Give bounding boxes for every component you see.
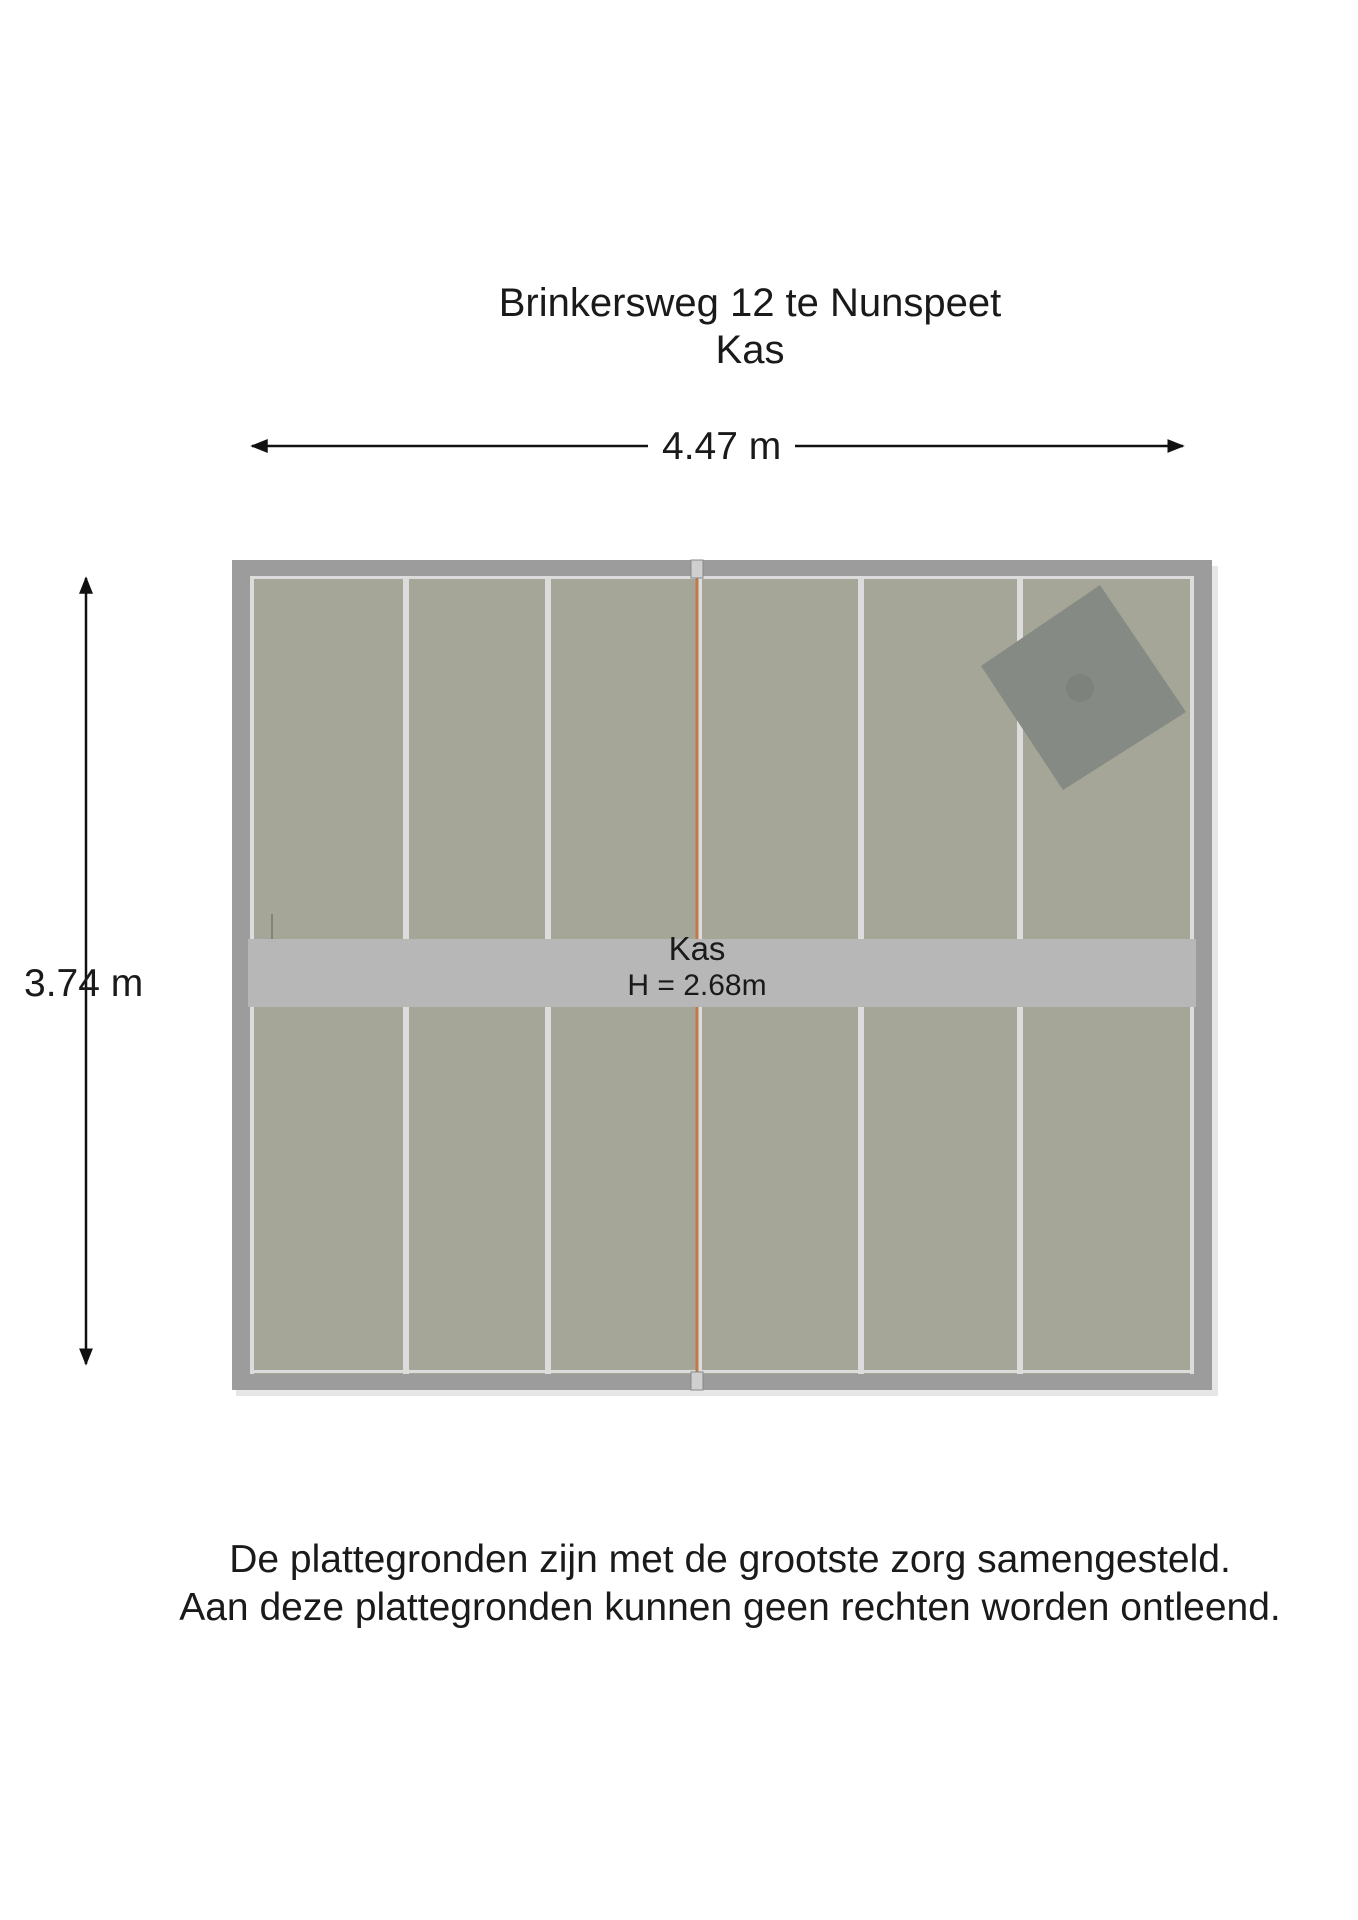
room-name: Kas	[668, 930, 726, 967]
depth-dimension-label: 3.74 m	[24, 962, 144, 1005]
door-hinge-top	[691, 560, 703, 578]
disclaimer	[100, 1536, 1358, 1632]
width-dimension-label: 4.47 m	[648, 425, 795, 469]
disclaimer-line-2: Aan deze plattegronden kunnen geen rechten worden ontleend.	[179, 1586, 1281, 1629]
address-title: Brinkersweg 12 te Nunspeet	[498, 281, 1002, 325]
disclaimer-line-1: De plattegronden zijn met de grootste zorg samengesteld.	[229, 1538, 1231, 1581]
door-hinge-bottom	[691, 1372, 703, 1390]
room-height: H = 2.68m	[627, 969, 767, 1002]
floor-title: Kas	[715, 328, 785, 372]
